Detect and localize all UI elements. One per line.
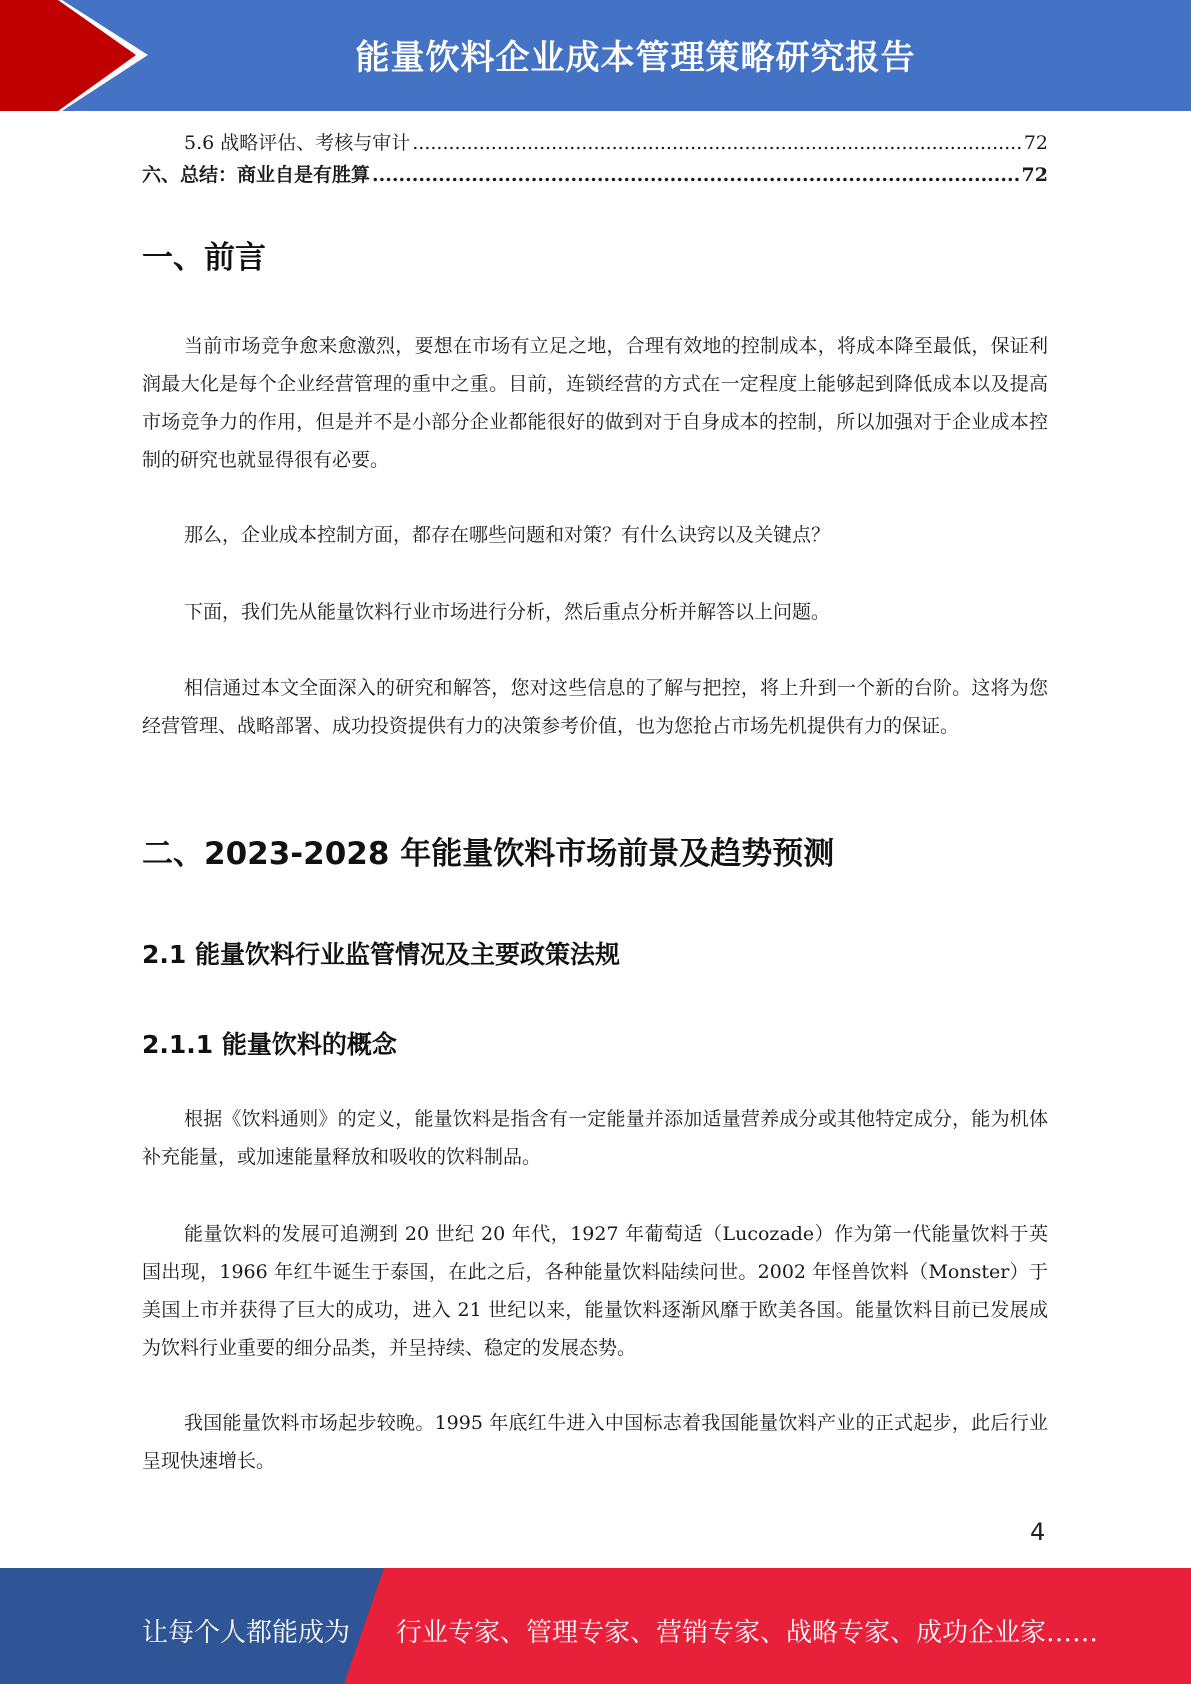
footer-slogan-left: 让每个人都能成为	[142, 1618, 351, 1648]
toc-entry-label: 5.6 战略评估、考核与审计	[184, 132, 411, 154]
chevron-decoration-icon	[0, 0, 160, 111]
footer-banner	[0, 1568, 1191, 1684]
toc-entry[interactable]	[142, 163, 1048, 187]
paragraph: 根据《饮料通则》的定义，能量饮料是指含有一定能量并添加适量营养成分或其他特定成分，能为机体补充能量，或加速能量释放和吸收的饮料制品。	[142, 1108, 1048, 1168]
toc-entry[interactable]	[142, 131, 1048, 155]
report-title: 能量饮料企业成本管理策略研究报告	[355, 38, 916, 78]
toc-entry-page: 72	[1023, 132, 1048, 154]
footer-slogan-right: 行业专家、管理专家、营销专家、战略专家、成功企业家……	[396, 1618, 1099, 1648]
toc-entry-label: 六、总结：商业自是有胜算	[142, 164, 371, 186]
toc-leader-dots	[372, 163, 1020, 187]
header-banner	[0, 0, 1191, 111]
paragraph: 下面，我们先从能量饮料行业市场进行分析，然后重点分析并解答以上问题。	[184, 601, 831, 623]
paragraph: 那么，企业成本控制方面，都存在哪些问题和对策？有什么诀窍以及关键点？	[184, 524, 831, 546]
paragraph: 能量饮料的发展可追溯到 20 世纪 20 年代，1927 年葡萄适（Lucozade）作为第一代能量饮料于英国出现，1966 年红牛诞生于泰国，在此之后，各种能量饮料陆续问世。2002 年怪兽饮料（Monster）于美国上市并获得了巨大的成功，进入 21 世纪以来，能量饮料逐渐风靡于欧美各国。能量饮料目前已发展成为饮料行业重要的细分品类，并呈持续、稳定的发展态势。	[142, 1223, 1048, 1359]
paragraph: 相信通过本文全面深入的研究和解答，您对这些信息的了解与把控，将上升到一个新的台阶。这将为您经营管理、战略部署、成功投资提供有力的决策参考价值，也为您抢占市场先机提供有力的保证。	[142, 677, 1048, 737]
subsection-heading: 2.1 能量饮料行业监管情况及主要政策法规	[142, 940, 620, 969]
toc-entry-page: 72	[1021, 164, 1048, 186]
toc-leader-dots	[412, 131, 1022, 155]
page-number: 4	[1030, 1518, 1046, 1546]
paragraph: 我国能量饮料市场起步较晚。1995 年底红牛进入中国标志着我国能量饮料产业的正式起步，此后行业呈现快速增长。	[142, 1412, 1048, 1472]
section-heading-outlook: 二、2023-2028 年能量饮料市场前景及趋势预测	[142, 836, 835, 872]
subsubsection-heading: 2.1.1 能量饮料的概念	[142, 1030, 397, 1059]
paragraph: 当前市场竞争愈来愈激烈，要想在市场有立足之地，合理有效地的控制成本，将成本降至最低，保证利润最大化是每个企业经营管理的重中之重。目前，连锁经营的方式在一定程度上能够起到降低成本以及提高市场竞争力的作用，但是并不是小部分企业都能很好的做到对于自身成本的控制，所以加强对于企业成本控制的研究也就显得很有必要。	[142, 335, 1048, 471]
section-heading-preface: 一、前言	[142, 240, 266, 276]
